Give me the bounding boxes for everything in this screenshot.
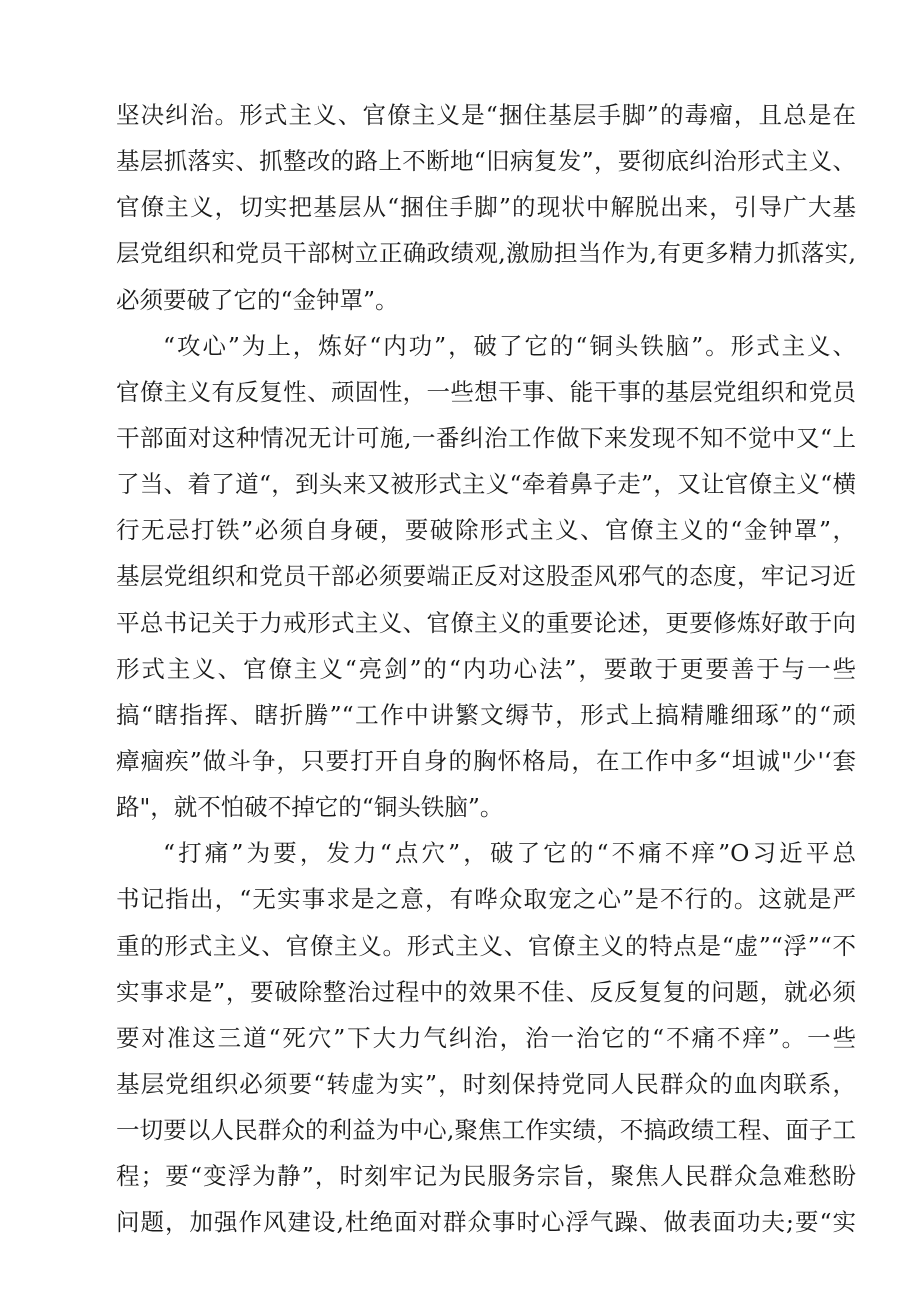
text-line: 瘴痼疾”做斗争，只要打开自身的胸怀格局，在工作中多“坦诚"少'‘套 xyxy=(116,746,856,775)
text-line: 了当、着了道“，到头来又被形式主义“牵着鼻子走”，又让官僚主义“横 xyxy=(116,470,856,499)
text-line: 平总书记关于力戒形式主义、官僚主义的重要论述，更要修炼好敢于向 xyxy=(116,608,856,637)
text-line: “打痛”为要，发力“点穴”，破了它的“不痛不痒”O习近平总 xyxy=(163,839,856,868)
text-line: 必须要破了它的“金钟罩”。 xyxy=(116,285,399,314)
text-line: 基层抓落实、抓整改的路上不断地“旧病复发”，要彻底纠治形式主义、 xyxy=(116,147,856,176)
text-line: 实事求是”，要破除整治过程中的效果不佳、反反复复的问题，就必须 xyxy=(116,977,856,1006)
text-line: 搞“瞎指挥、瞎折腾”“工作中讲繁文缛节，形式上搞精雕细琢”的“顽 xyxy=(116,700,856,729)
text-line: 程；要“变浮为静”，时刻牢记为民服务宗旨，聚焦人民群众急难愁盼 xyxy=(116,1162,856,1191)
text-line: 要对准这三道“死穴”下大力气纠治，治一治它的“不痛不痒”。一些 xyxy=(116,1023,856,1052)
paragraph-2 xyxy=(116,323,856,831)
text-line: 基层党组织必须要“转虚为实”，时刻保持党同人民群众的血肉联系， xyxy=(116,1069,856,1098)
paragraph-3 xyxy=(116,830,856,1245)
text-line: 坚决纠治。形式主义、官僚主义是“捆住基层手脚”的毒瘤，且总是在 xyxy=(116,101,856,129)
text-line: 基层党组织和党员干部必须要端正反对这股歪风邪气的态度，牢记习近 xyxy=(116,562,856,591)
text-line: 干部面对这种情况无计可施,一番纠治工作做下来发现不知不觉中又“上 xyxy=(116,423,856,452)
text-line: 行无忌打铁”必须自身硬，要破除形式主义、官僚主义的“金钟罩”， xyxy=(116,516,856,545)
text-line: 一切要以人民群众的利益为中心,聚焦工作实绩，不搞政绩工程、面子工 xyxy=(116,1116,856,1145)
text-line: 书记指出，“无实事求是之意，有哗众取宠之心”是不行的。这就是严 xyxy=(116,885,856,914)
paragraph-1 xyxy=(116,92,856,323)
text-line: 官僚主义，切实把基层从“捆住手脚”的现状中解脱出来，引导广大基 xyxy=(116,193,856,222)
text-line: “攻心”为上，炼好“内功”，破了它的“铜头铁脑”。形式主义、 xyxy=(163,331,856,360)
text-line: 路"，就不怕破不掉它的“铜头铁脑”。 xyxy=(116,793,504,822)
text-line: 形式主义、官僚主义“亮剑”的“内功心法”，要敢于更要善于与一些 xyxy=(116,654,856,683)
document-body xyxy=(116,92,856,1246)
text-line: 层党组织和党员干部树立正确政绩观,激励担当作为,有更多精力抓落实, xyxy=(116,239,856,268)
text-line: 问题，加强作风建设,杜绝面对群众事时心浮气躁、做表面功夫;要“实 xyxy=(116,1208,856,1237)
text-line: 重的形式主义、官僚主义。形式主义、官僚主义的特点是“虚”“浮”“不 xyxy=(116,931,856,960)
text-line: 官僚主义有反复性、顽固性，一些想干事、能干事的基层党组织和党员 xyxy=(116,377,856,406)
